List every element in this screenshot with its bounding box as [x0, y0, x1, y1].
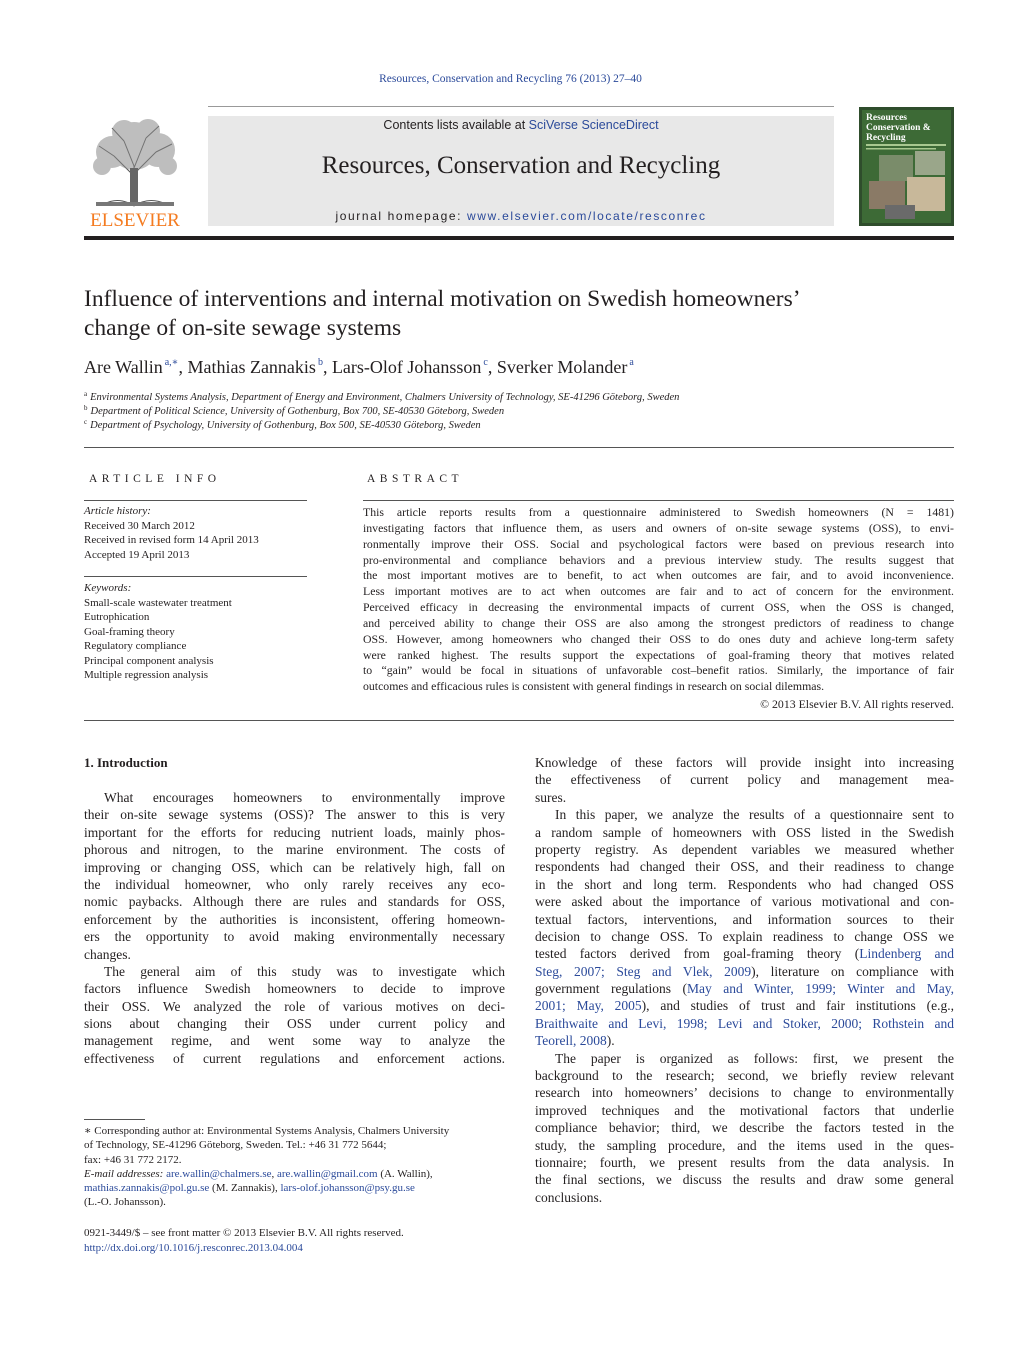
body-line: [84, 824, 505, 841]
citation-link[interactable]: 2001; May, 2005: [535, 998, 642, 1014]
body-text: enforcement by the authorities is inconsistent, offering homeown-: [84, 911, 505, 927]
abstract-line: investigating factors that influence them, as users and owners of on-site sewage systems (OSS), to envi-: [363, 520, 954, 535]
body-line: [84, 911, 505, 928]
author-name: Are Wallin: [84, 357, 163, 377]
body-text: important for the efforts for reducing nutrient loads, mainly phos-: [84, 824, 505, 840]
affiliation-text: Department of Psychology, University of Gothenburg, Box 500, SE-40530 Göteborg, Sweden: [90, 420, 481, 431]
author-name: Sverker Molander: [496, 357, 628, 377]
abstract-copyright: © 2013 Elsevier B.V. All rights reserved.: [760, 697, 954, 711]
abstract-line: ronmentally improve their OSS. Social and psychological factors were based on previous research into: [363, 536, 954, 551]
body-line: [84, 806, 505, 823]
author-separator: ,: [487, 357, 497, 377]
elsevier-tree-icon: [84, 116, 186, 232]
journal-cover-image: [859, 107, 954, 226]
body-text: respondents had changed their OSS, and their readiness to change: [535, 859, 954, 875]
article-history: [84, 504, 259, 562]
article-title: [84, 285, 964, 343]
body-line: [84, 998, 505, 1015]
body-line: [535, 1050, 954, 1067]
keyword: Multiple regression analysis: [84, 669, 209, 681]
body-text: ), and studies of trust and fair institutions (e.g.,: [641, 998, 954, 1014]
citation-link[interactable]: Teorell, 2008: [535, 1033, 607, 1049]
body-text: What encourages homeowners to environmentally improve: [104, 790, 505, 805]
body-column-right: [535, 754, 954, 1206]
email-link[interactable]: mathias.zannakis@pol.gu.se: [84, 1182, 210, 1195]
body-text: background to the research; second, we briefly review relevant: [535, 1068, 954, 1084]
body-line: [535, 824, 954, 841]
body-line: [84, 841, 505, 858]
email-owner: (L.-O. Johansson).: [84, 1196, 166, 1209]
body-line: [535, 858, 954, 875]
body-line: [535, 1119, 954, 1136]
body-text: were asked about the importance of various motivational and con-: [535, 894, 954, 910]
body-line: [84, 1015, 505, 1032]
footnote-corresponding: ∗ Corresponding author at: Environmental Systems Analysis, Chalmers University: [84, 1125, 450, 1137]
affiliation-marker: b: [84, 404, 88, 412]
article-info-heading: ARTICLE INFO: [89, 473, 221, 485]
history-accepted: Accepted 19 April 2013: [84, 548, 190, 561]
cover-title-line2: Conservation &: [866, 123, 931, 133]
body-text: nomic paybacks. Although there are rules and standards for OSS,: [84, 894, 505, 910]
body-text: improving or changing OSS, which can be relatively high, fall on: [84, 859, 505, 875]
body-text: tested factors derived from goal-framing theory (: [535, 946, 860, 962]
body-line: [84, 876, 505, 893]
author-name: Mathias Zannakis: [187, 357, 316, 377]
abstract-line: were ranked highest. The results support the expectations of goal-framing theory that motives related: [363, 647, 954, 662]
body-text: their on-site sewage systems (OSS)? The answer to this is very: [84, 807, 505, 823]
keyword: Small-scale wastewater treatment: [84, 596, 232, 609]
keyword: Principal component analysis: [84, 654, 214, 667]
body-line: [535, 911, 954, 928]
body-text: study, the sampling procedure, and the items used in the ques-: [535, 1137, 954, 1153]
citation-link[interactable]: Steg, 2007; Steg and Vlek, 2009: [535, 963, 752, 979]
affiliation-a: [84, 390, 679, 403]
author-affiliation-marker[interactable]: a: [629, 357, 634, 368]
body-text: in the short and long term. Respondents who had changed OSS: [535, 876, 954, 892]
affiliation-marker: a: [84, 390, 88, 398]
abstract-line: to “gain” would be focal in situations of unfavorable cost–benefit ratios. Similarly, the importance of fair: [363, 663, 954, 678]
body-text: tionnaire; fourth, we present results from the data analysis. In: [535, 1154, 954, 1170]
keywords-label: Keywords:: [84, 582, 132, 594]
homepage-link[interactable]: www.elsevier.com/locate/resconrec: [467, 209, 707, 223]
body-text: sures.: [535, 789, 567, 805]
body-text: a random sample of homeowners with OSS listed in the Swedish: [535, 824, 954, 840]
body-text: property registry. As dependent variables we measured whether: [535, 841, 954, 857]
info-rule: [84, 576, 307, 577]
introduction-heading: 1. Introduction: [84, 755, 168, 770]
abstract-line: OSS. However, among homeowners who changed their OSS to do ones duty and achieve long-term safety: [363, 631, 954, 646]
footnote-corresponding: of Technology, SE-41296 Göteborg, Sweden. Tel.: +46 31 772 5644;: [84, 1139, 387, 1152]
citation-link[interactable]: Braithwaite and Levi, 1998; Levi and Stoker, 2000; Rothstein and: [535, 1015, 954, 1031]
abstract-rule: [363, 500, 954, 501]
body-text: research into homeowners’ decisions to change to environmentally: [535, 1085, 954, 1101]
affiliation-marker: c: [84, 418, 88, 426]
body-column-left: [84, 789, 505, 1067]
body-line: [535, 928, 954, 945]
email-owner: (A. Wallin),: [377, 1167, 433, 1180]
keyword: Goal-framing theory: [84, 625, 175, 638]
citation-link[interactable]: May and Winter, 1999; Winter and May,: [686, 981, 954, 997]
body-line: [84, 1050, 505, 1067]
body-line: [535, 1067, 954, 1084]
sciencedirect-link[interactable]: SciVerse ScienceDirect: [528, 118, 659, 132]
body-text: effectiveness of current regulations and enforcement actions.: [84, 1050, 505, 1066]
body-text: the final sections, we discuss the results and draw some general: [535, 1172, 954, 1188]
body-line: [535, 1189, 954, 1206]
header-thick-rule: [84, 236, 954, 240]
body-text: ).: [606, 1033, 615, 1049]
body-line: [535, 945, 954, 962]
history-label: Article history:: [84, 505, 151, 517]
author-separator: ,: [322, 357, 332, 377]
doi-link[interactable]: http://dx.doi.org/10.1016/j.resconrec.2013.04.004: [84, 1241, 303, 1254]
body-line: [535, 997, 954, 1014]
body-text: The general aim of this study was to investigate which: [104, 963, 505, 979]
front-matter-text: 0921-3449/$ – see front matter © 2013 Elsevier B.V. All rights reserved.: [84, 1227, 404, 1239]
citation-link[interactable]: Lindenberg and: [859, 946, 954, 962]
author-name: Lars-Olof Johansson: [331, 357, 482, 377]
body-text: In this paper, we analyze the results of a questionnaire sent to: [555, 807, 954, 823]
body-line: [84, 789, 505, 806]
article-title-line2: change of on-site sewage systems: [84, 315, 402, 341]
keyword: Eutrophication: [84, 611, 150, 623]
body-text: compliance behavior; third, we describe the factors tested in the: [535, 1120, 954, 1136]
body-line: [535, 1154, 954, 1171]
footnote-emails: [84, 1181, 505, 1195]
section-rule: [84, 720, 954, 721]
affiliation-b: [84, 404, 504, 417]
body-text: The paper is organized as follows: first, we present the: [555, 1050, 954, 1066]
body-text: management regime, and went some way to analyze the: [84, 1033, 505, 1049]
elsevier-wordmark: ELSEVIER: [90, 210, 180, 231]
email-link[interactable]: lars-olof.johansson@psy.gu.se: [280, 1182, 415, 1195]
body-text: their OSS. We analyzed the role of various motives on deci-: [84, 998, 505, 1014]
footnote-corresponding: fax: +46 31 772 2172.: [84, 1153, 182, 1166]
section-rule: [84, 447, 954, 448]
body-line: [535, 980, 954, 997]
body-line: [535, 1084, 954, 1101]
body-line: [535, 1015, 954, 1032]
body-text: the effectiveness of current policy and management mea-: [535, 772, 954, 788]
body-line: [535, 1102, 954, 1119]
body-text: textual factors, interventions, and information sources to their: [535, 911, 954, 927]
abstract-line: and perceived ability to change their OSS are also among the strongest predictors of readiness to change: [363, 615, 954, 630]
author-affiliation-marker[interactable]: a,∗: [164, 357, 179, 368]
body-text: ), literature on compliance with: [751, 963, 954, 979]
affiliation-text: Department of Political Science, University of Gothenburg, Box 700, SE-40530 Göteborg, Sweden: [90, 406, 505, 417]
body-line: [84, 893, 505, 910]
author-affiliation-marker[interactable]: c: [483, 357, 488, 368]
author-separator: ,: [178, 357, 188, 377]
journal-title: Resources, Conservation and Recycling: [321, 152, 721, 179]
abstract-line: Perceived efficacy in decreasing the environmental impacts of current OSS, when the OSS is changed,: [363, 600, 954, 615]
body-line: [535, 1032, 954, 1049]
abstract-heading: ABSTRACT: [367, 473, 464, 485]
abstract-line: outcomes and efficacious rules is consistent with general findings in research on social dilemmas.: [363, 679, 825, 694]
body-line: [84, 980, 505, 997]
abstract-line: pro-environmental and compliance behaviors and a previous interview study. The results suggest that: [363, 552, 954, 567]
header-rule: [208, 106, 834, 107]
keyword: Regulatory compliance: [84, 640, 187, 652]
homepage-prefix: journal homepage:: [335, 209, 467, 223]
email-owner: (M. Zannakis),: [209, 1182, 281, 1195]
body-text: the individual homeowner, who only rarely receives any eco-: [84, 876, 505, 892]
body-text: decision to change OSS. To explain readiness to change OSS we: [535, 928, 954, 944]
info-rule: [84, 500, 307, 501]
body-line: [535, 771, 954, 788]
body-line: [84, 963, 505, 980]
footnote-rule: [84, 1119, 145, 1120]
body-text: factors influence Swedish homeowners to decide to improve: [84, 981, 505, 997]
affiliation-text: Environmental Systems Analysis, Department of Energy and Environment, Chalmers University of Technology, SE-41296 Göteborg, Sweden: [90, 392, 680, 403]
body-text: improved techniques and the motivational factors that underlie: [535, 1102, 954, 1118]
body-line: [84, 859, 505, 876]
body-line: [535, 841, 954, 858]
abstract-body: [363, 505, 954, 695]
article-title-line1: Influence of interventions and internal motivation on Swedish homeowners’: [84, 286, 801, 312]
body-text: ers the opportunity to avoid making environmentally necessary: [84, 929, 505, 945]
author-list: [84, 357, 634, 378]
body-line: [535, 806, 954, 823]
body-text: conclusions.: [535, 1189, 603, 1205]
body-text: Knowledge of these factors will provide insight into increasing: [535, 755, 954, 770]
email-link[interactable]: are.wallin@chalmers.se: [166, 1167, 272, 1180]
history-revised: Received in revised form 14 April 2013: [84, 534, 259, 546]
history-received: Received 30 March 2012: [84, 519, 195, 532]
journal-cover[interactable]: [859, 107, 954, 226]
author-affiliation-marker[interactable]: b: [317, 357, 323, 368]
contents-line: [208, 118, 834, 132]
body-text: government regulations (: [535, 981, 687, 997]
body-line: [84, 946, 505, 963]
front-matter: [84, 1226, 404, 1255]
journal-header-box: [208, 116, 834, 226]
body-line: [535, 876, 954, 893]
abstract-line: This article reports results from a questionnaire administered to Swedish homeowners (N = 1481): [363, 505, 954, 519]
contents-prefix: Contents lists available at: [383, 118, 529, 132]
body-line: [535, 789, 954, 806]
body-text: changes.: [84, 946, 131, 962]
abstract-line: the most important motives are to benefit, to act when outcomes are fair, and to avoid inconvenience.: [363, 568, 954, 583]
keywords: [84, 581, 232, 683]
body-line: [84, 928, 505, 945]
email-link[interactable]: are.wallin@gmail.com: [277, 1167, 378, 1180]
cover-title-line3: Recycling: [866, 133, 906, 143]
affiliation-c: [84, 418, 481, 431]
body-line: [535, 893, 954, 910]
body-text: phorous and nitrogen, to the marine environment. The costs of: [84, 842, 505, 858]
journal-homepage: [208, 209, 834, 223]
email-label: E-mail addresses:: [84, 1167, 164, 1180]
body-line: [535, 963, 954, 980]
footnotes: [84, 1124, 505, 1210]
body-line: [84, 1032, 505, 1049]
abstract-line: Less important motives are to act when outcomes are fair and to act of concern for the environment.: [363, 584, 954, 599]
elsevier-logo[interactable]: [84, 116, 186, 232]
body-text: sions about changing their OSS under current policy and: [84, 1016, 505, 1032]
body-line: [535, 1171, 954, 1188]
body-line: [535, 754, 954, 771]
journal-reference[interactable]: Resources, Conservation and Recycling 76 (2013) 27–40: [379, 73, 642, 85]
body-line: [535, 1137, 954, 1154]
footnote-emails: E-mail addresses: are.wallin@chalmers.se, are.wallin@gmail.com (A. Wallin),: [84, 1167, 433, 1180]
cover-title-line1: Resources: [866, 113, 907, 123]
